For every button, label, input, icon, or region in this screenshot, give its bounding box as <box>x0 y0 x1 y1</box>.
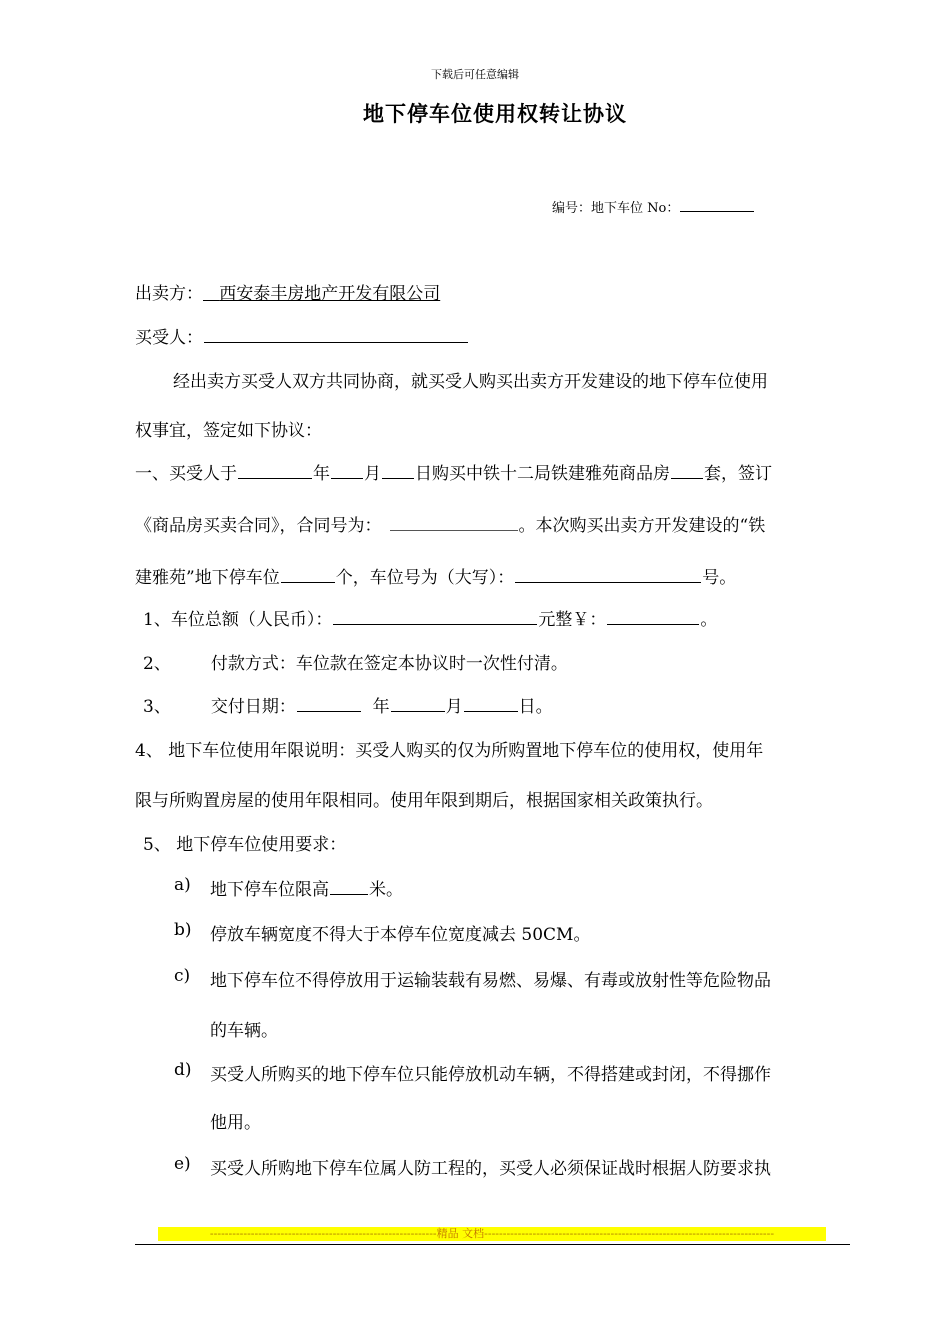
req-d-line1: 买受人所购买的地下停车位只能停放机动车辆，不得搭建或封闭，不得挪作 <box>210 1065 771 1085</box>
footer-band <box>158 1227 826 1241</box>
delivery-year-blank[interactable] <box>297 694 361 712</box>
clause1-text: 个，车位号为（大写）： <box>335 568 515 588</box>
buyer-label: 买受人： <box>135 328 203 348</box>
item3-text: 日。 <box>518 697 553 717</box>
clause1-text: 月 <box>364 464 381 484</box>
clause1-text: 套，签订 <box>704 464 772 484</box>
month-blank[interactable] <box>331 461 363 479</box>
page-title: 地下停车位使用权转让协议 <box>363 101 627 126</box>
total-amount-blank[interactable] <box>333 607 537 625</box>
req-b-marker: b) <box>174 920 192 940</box>
req-e-marker: e) <box>174 1154 191 1174</box>
day-blank[interactable] <box>382 461 414 479</box>
serial-label: 编号：地下车位 No： <box>552 201 680 216</box>
req-d-line2: 他用。 <box>210 1113 261 1133</box>
footer-dashes: ------------------------------------------------------------------------------ <box>484 1227 775 1240</box>
req-a-text-part: 地下停车位限高 <box>210 880 329 900</box>
serial-blank[interactable] <box>680 198 754 212</box>
req-a-text-part: 米。 <box>369 880 403 900</box>
req-d-marker: d) <box>174 1060 192 1080</box>
item4-line2: 限与所购置房屋的使用年限相同。使用年限到期后，根据国家相关政策执行。 <box>135 791 713 811</box>
intro-line1: 经出卖方买受人双方共同协商，就买受人购买出卖方开发建设的地下停车位使用 <box>173 372 768 392</box>
item3-text: 月 <box>445 697 463 717</box>
item3-text: 交付日期： <box>210 697 296 717</box>
item2-text: 付款方式：车位款在签定本协议时一次性付清。 <box>210 654 568 674</box>
item1-text: 元整￥： <box>538 610 607 630</box>
item1-text: 1、车位总额（人民币）： <box>143 610 333 630</box>
item3-text: 年 <box>372 697 390 717</box>
space-number-blank[interactable] <box>515 565 701 583</box>
item1-line <box>143 605 717 630</box>
seller-label: 出卖方： <box>135 284 203 304</box>
item4-line1: 4、 地下车位使用年限说明：买受人购买的仅为所购置地下停车位的使用权，使用年 <box>135 741 764 761</box>
clause1-text: 日购买中铁十二局铁建雅苑商品房 <box>415 464 670 484</box>
header-note: 下载后可任意编辑 <box>431 68 519 81</box>
item3-number: 3、 <box>143 697 171 717</box>
seller-value: 西安泰丰房地产开发有限公司 <box>219 284 441 304</box>
space-count-blank[interactable] <box>281 565 335 583</box>
req-c-marker: c) <box>174 966 191 986</box>
footer-rule <box>135 1244 850 1245</box>
seller-line <box>135 279 440 304</box>
clause1-text: 号。 <box>702 568 737 588</box>
item5-title: 5、 地下停车位使用要求： <box>143 835 347 855</box>
serial-number <box>552 197 755 216</box>
year-blank[interactable] <box>238 461 312 479</box>
height-limit-blank[interactable] <box>330 877 368 895</box>
item2-number: 2、 <box>143 654 171 674</box>
item3-line <box>143 692 553 717</box>
footer-mark: 精品 文档 <box>436 1227 485 1240</box>
item2-line <box>143 649 568 674</box>
contract-number-blank[interactable] <box>390 513 518 531</box>
clause1-line3 <box>135 563 736 588</box>
buyer-blank[interactable] <box>204 325 468 343</box>
req-b-text: 停放车辆宽度不得大于本停车位宽度减去 50CM。 <box>210 925 591 945</box>
clause1-text: 年 <box>313 464 330 484</box>
footer-dashes: ------------------------------------------------------------- <box>209 1227 437 1240</box>
delivery-month-blank[interactable] <box>391 694 445 712</box>
clause1-text: 《商品房买卖合同》，合同号为： <box>135 516 382 536</box>
item1-text: 。 <box>700 610 718 630</box>
req-c-line1: 地下停车位不得停放用于运输装载有易燃、易爆、有毒或放射性等危险物品 <box>210 971 771 991</box>
amount-figure-blank[interactable] <box>607 607 699 625</box>
req-a-text <box>210 875 403 900</box>
clause1-line1 <box>135 459 772 484</box>
clause1-text: 一、买受人于 <box>135 464 237 484</box>
unit-count-blank[interactable] <box>671 461 703 479</box>
intro-line2: 权事宜，签定如下协议： <box>135 421 322 441</box>
clause1-text: 建雅苑”地下停车位 <box>135 568 280 588</box>
clause1-text: 。本次购买出卖方开发建设的“铁 <box>518 516 766 536</box>
req-a-marker: a) <box>174 875 191 895</box>
delivery-day-blank[interactable] <box>464 694 518 712</box>
req-e-line1: 买受人所购地下停车位属人防工程的，买受人必须保证战时根据人防要求执 <box>210 1159 771 1179</box>
req-c-line2: 的车辆。 <box>210 1021 278 1041</box>
clause1-line2 <box>135 511 765 536</box>
buyer-line <box>135 323 469 348</box>
